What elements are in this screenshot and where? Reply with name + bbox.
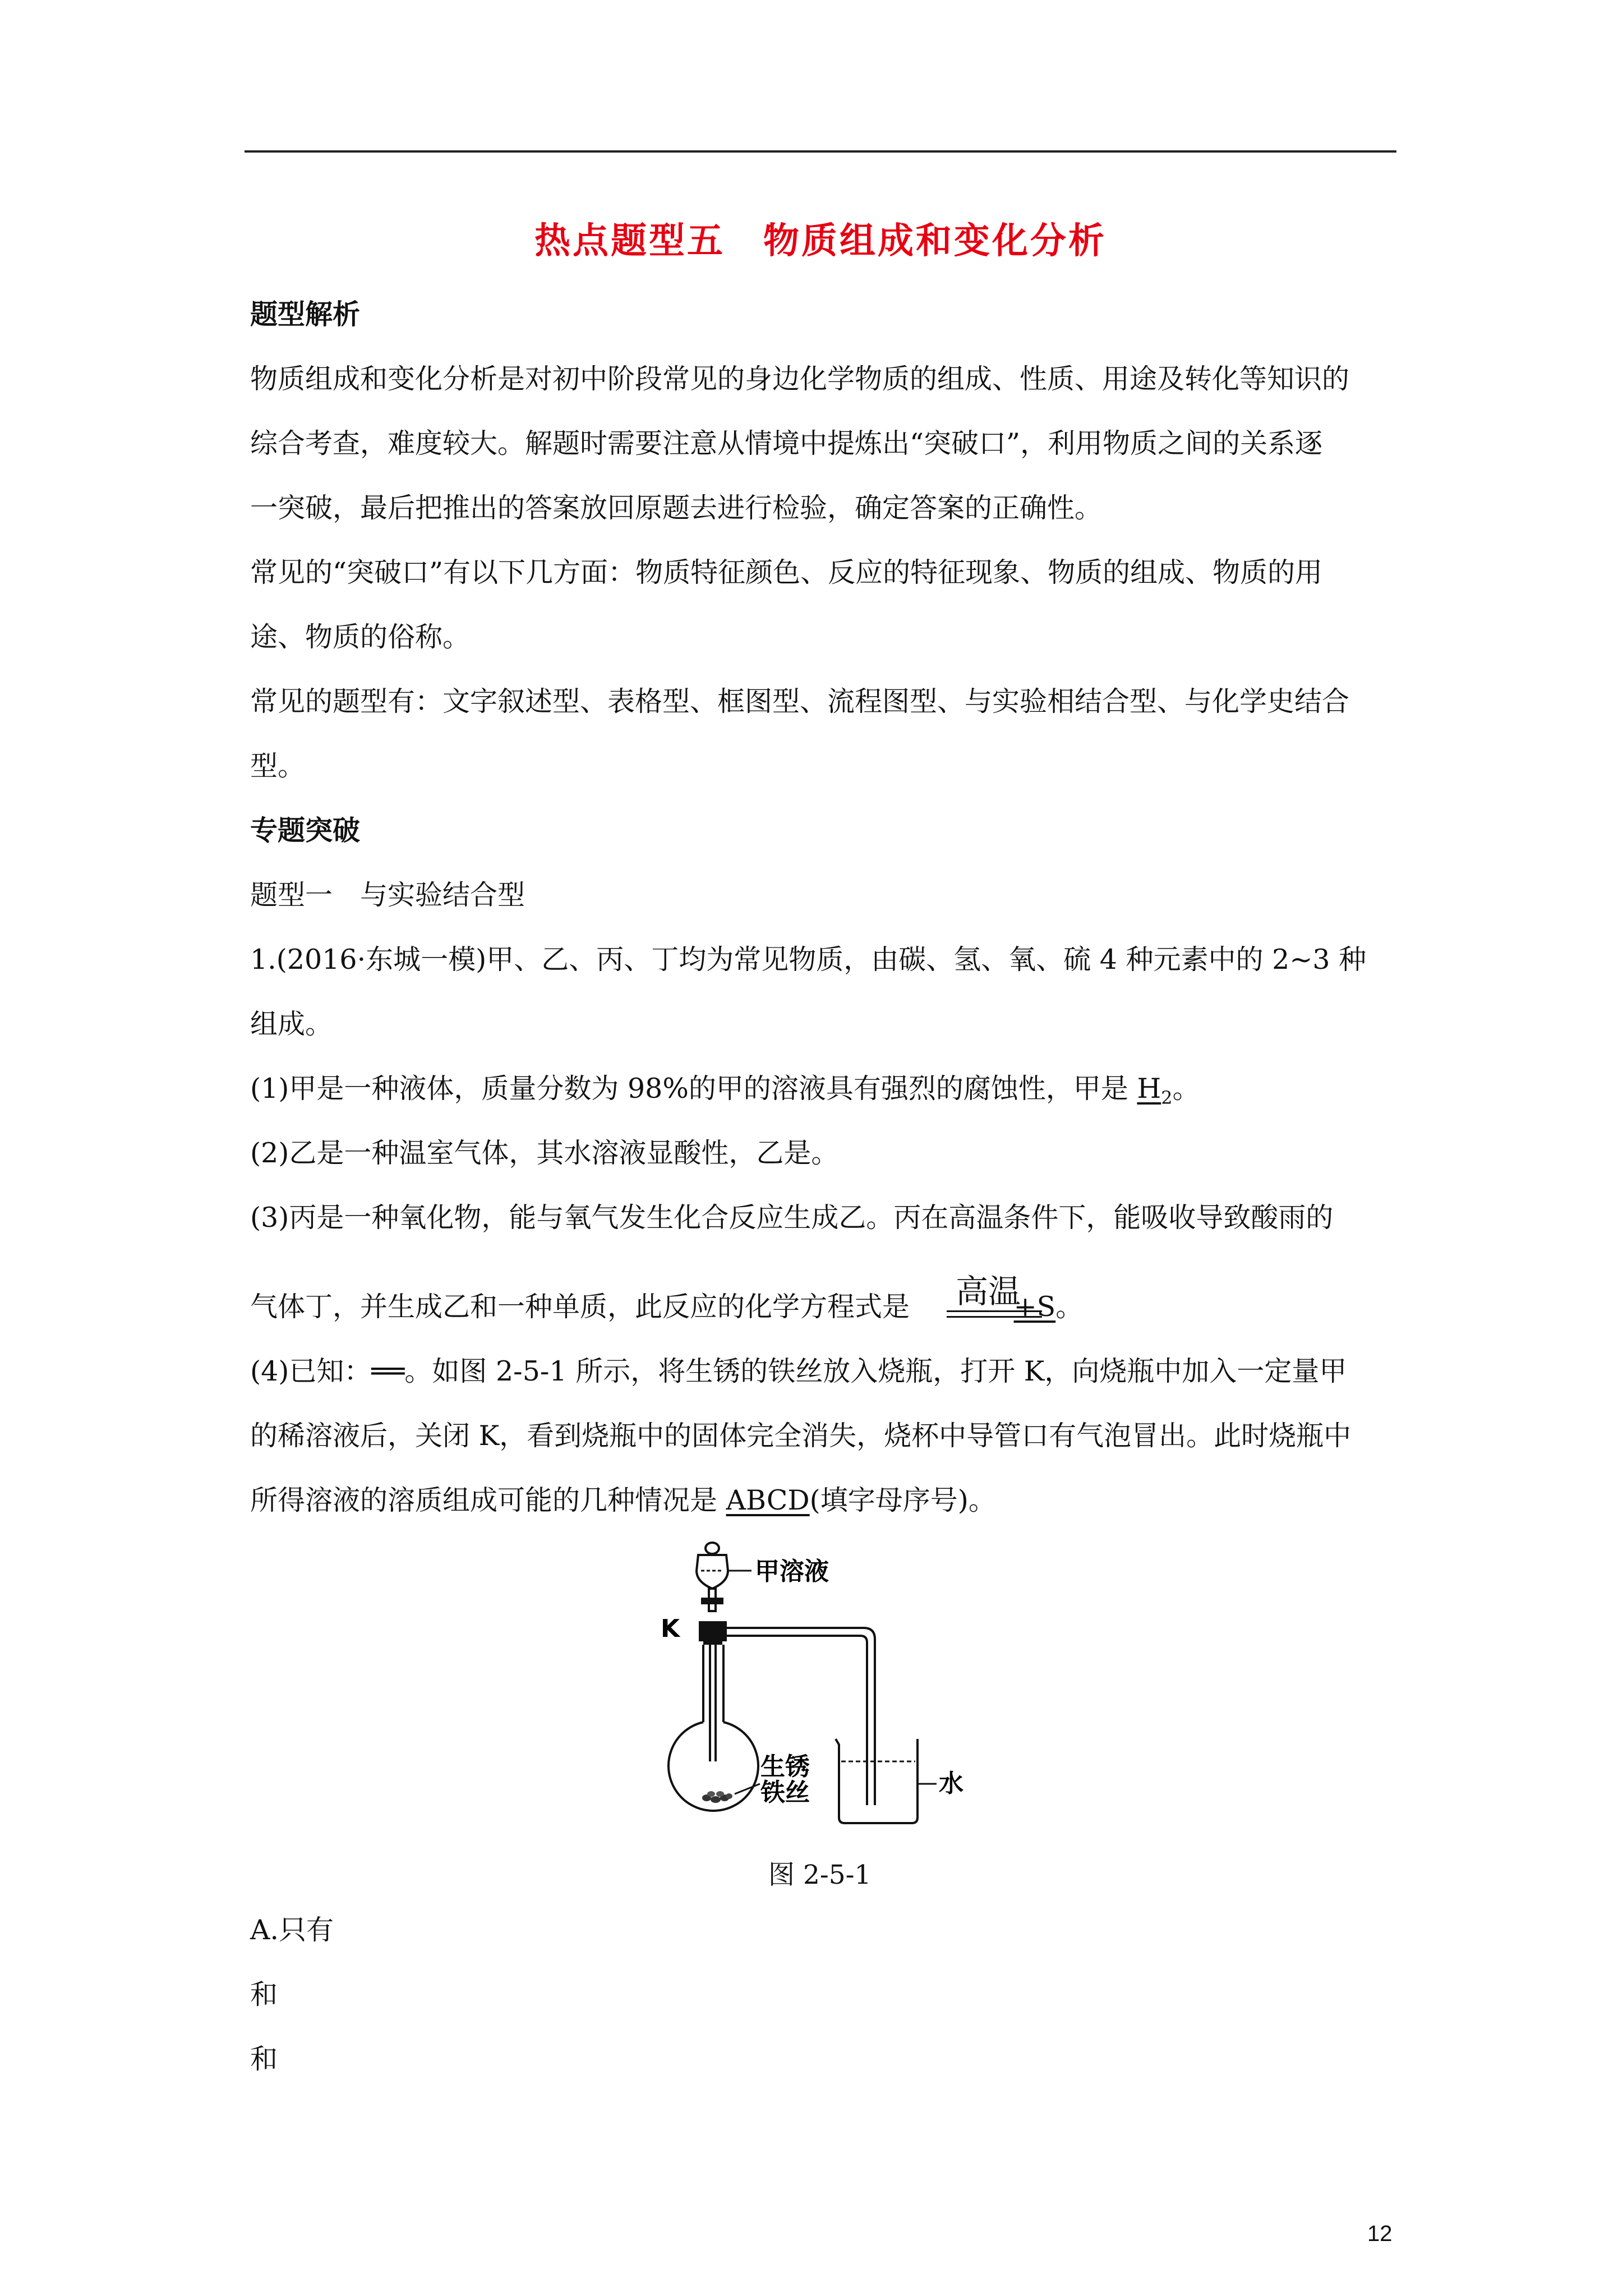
apparatus-figure xyxy=(645,1537,981,1829)
sub-question-3-answer: +S xyxy=(1013,1291,1056,1323)
figure-caption: 图 2-5-1 xyxy=(768,1860,872,1890)
sub-question-1 xyxy=(250,1075,1200,1107)
rusty-iron-wire xyxy=(702,1791,732,1803)
breakthrough-heading: 专题突破 xyxy=(250,815,361,846)
sub-question-4-line: (4)已知：══。如图 2-5-1 所示，将生锈的铁丝放入烧瓶，打开 K，向烧瓶中加入一定量甲 xyxy=(250,1355,1347,1387)
analysis-paragraph-line: 常见的“突破口”有以下几方面：物质特征颜色、反应的特征现象、物质的组成、物质的用 xyxy=(250,556,1323,588)
question-stem-line: 组成。 xyxy=(250,1008,333,1040)
rubber-stopper xyxy=(699,1621,727,1641)
separatory-funnel xyxy=(697,1555,728,1589)
label-k: K xyxy=(661,1614,680,1643)
sub-question-4-end: (填字母序号)。 xyxy=(809,1484,996,1516)
funnel-stopper xyxy=(706,1543,719,1554)
sub-question-1-end: 。 xyxy=(1172,1073,1200,1105)
analysis-paragraph-line: 常见的题型有：文字叙述型、表格型、框图型、流程图型、与实验相结合型、与化学史结合 xyxy=(250,685,1350,717)
reaction-condition: 高温 xyxy=(956,1272,1021,1310)
rust-label-line xyxy=(735,1784,760,1794)
analysis-heading: 题型解析 xyxy=(250,298,361,330)
question-type-heading: 题型一 与实验结合型 xyxy=(250,879,525,911)
label-rust-2: 铁丝 xyxy=(760,1778,810,1807)
sub-question-3-end: 。 xyxy=(1055,1291,1083,1323)
sub-question-4-line: 的稀溶液后，关闭 K，看到烧瓶中的固体完全消失，烧杯中导管口有气泡冒出。此时烧瓶中 xyxy=(250,1420,1352,1452)
option-a: A.只有 xyxy=(250,1914,334,1946)
beaker xyxy=(836,1739,917,1823)
sub-question-3-line: (3)丙是一种氧化物，能与氧气发生化合反应生成乙。丙在高温条件下，能吸收导致酸雨的 xyxy=(250,1202,1334,1234)
option-c: 和 xyxy=(250,2043,278,2075)
sub-question-3-text: 气体丁，并生成乙和一种单质，此反应的化学方程式是 xyxy=(250,1291,919,1323)
page-title: 热点题型五 物质组成和变化分析 xyxy=(534,220,1106,262)
label-water: 水 xyxy=(939,1769,963,1798)
sub-question-1-answer xyxy=(1137,1073,1173,1108)
analysis-paragraph-line: 一突破，最后把推出的答案放回原题去进行检验，确定答案的正确性。 xyxy=(250,492,1103,524)
rubber-stopper-base xyxy=(703,1641,722,1645)
header-rule xyxy=(245,150,1396,153)
label-rust-1: 生锈 xyxy=(760,1752,810,1781)
sub-question-2: (2)乙是一种温室气体，其水溶液显酸性，乙是。 xyxy=(250,1137,839,1169)
label-solution: 甲溶液 xyxy=(755,1557,829,1586)
analysis-paragraph-line: 物质组成和变化分析是对初中阶段常见的身边化学物质的组成、性质、用途及转化等知识的 xyxy=(250,363,1350,395)
sub-question-1-text: (1)甲是一种液体，质量分数为 98%的甲的溶液具有强烈的腐蚀性，甲是 xyxy=(250,1073,1137,1105)
sub-question-4-line xyxy=(250,1484,996,1516)
page-number: 12 xyxy=(1367,2221,1393,2246)
sub-question-4-text: 所得溶液的溶质组成可能的几种情况是 xyxy=(250,1484,726,1516)
analysis-paragraph-line: 综合考查，难度较大。解题时需要注意从情境中提炼出“突破口”，利用物质之间的关系逐 xyxy=(250,427,1323,459)
answer-h: H xyxy=(1137,1073,1161,1105)
question-stem-line: 1.(2016·东城一模)甲、乙、丙、丁均为常见物质，由碳、氢、氧、硫 4 种元素中的 2~3 种 xyxy=(250,944,1367,976)
analysis-paragraph-line: 途、物质的俗称。 xyxy=(250,621,471,653)
sub-question-4-answer: ABCD xyxy=(726,1484,810,1516)
stopcock xyxy=(701,1598,723,1604)
analysis-paragraph-line: 型。 xyxy=(250,750,306,782)
option-b: 和 xyxy=(250,1978,278,2010)
answer-h-subscript: 2 xyxy=(1161,1087,1173,1108)
